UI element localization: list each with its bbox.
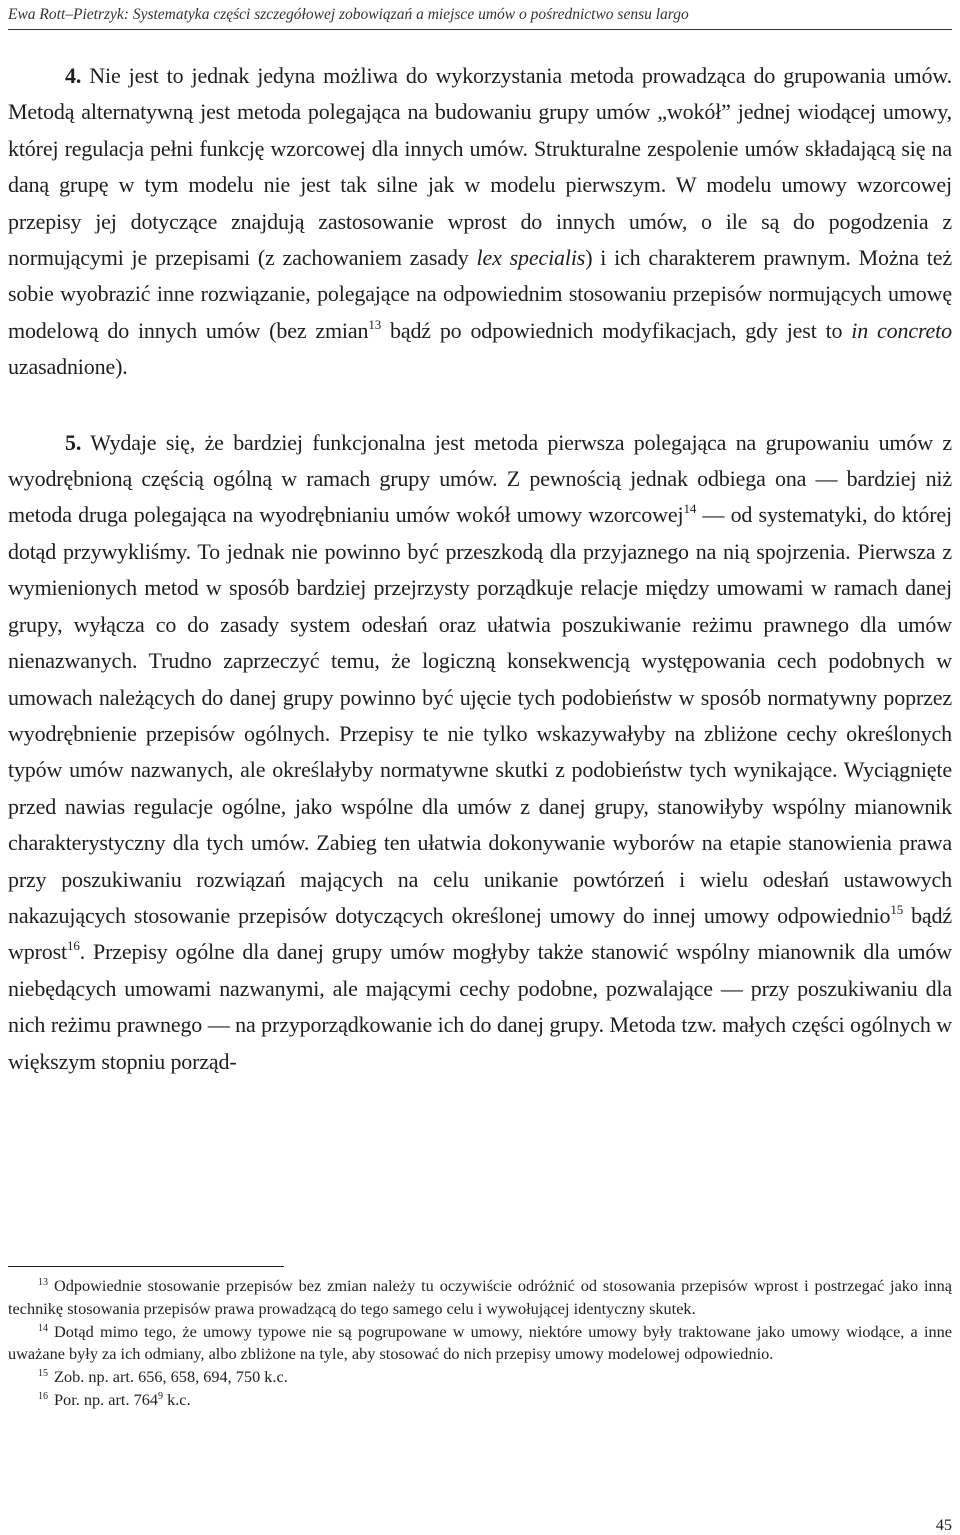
footnote-marker: 14	[38, 1322, 48, 1334]
text-run: Odpowiednie stosowanie przepisów bez zmian należy tu oczywiście odróżnić od stosowania przepisów wprost i postrzegać jako inną technikę stosowania przepisów prawa prowadzącą do tego samego celu i wywołującej identyczny skutek.	[8, 1276, 952, 1318]
page-number: 45	[935, 1515, 952, 1534]
text-run: Wydaje się, że bardziej funkcjonalna jest metoda pierwsza polegająca na grupowaniu umów z wyodrębnioną częścią ogólną w ramach grupy umów. Z pewnością jednak odbiega ona — bardziej niż metoda druga polegająca na wyodrębnianiu umów wokół umowy wzorcowej	[8, 429, 952, 528]
header-rule	[8, 29, 952, 30]
footnote-reference: 16	[67, 938, 80, 954]
text-run: Nie jest to jednak jedyna możliwa do wykorzystania metoda prowadząca do grupowania umów. Metodą alternatywną jest metoda polegająca na budowaniu grupy umów „wokół” jednej wiodącej umowy, której regulacja pełni funkcję wzorcowej dla innych umów. Strukturalne zespolenie umów składającą się na daną grupę w tym modelu nie jest tak silne jak w modelu pierwszym. W modelu umowy wzorcowej przepisy jej dotyczące znajdują zastosowanie wprost do innych umów, o ile są do pogodzenia z normującymi je przepisami (z zachowaniem zasady	[8, 63, 952, 271]
text-run: Zob. np. art. 656, 658, 694, 750 k.c.	[54, 1367, 288, 1387]
running-head: Ewa Rott–Pietrzyk: Systematyka części szczegółowej zobowiązań a miejsce umów o pośrednictwo sensu largo	[8, 6, 689, 23]
text-run: — od systematyki, do której dotąd przywykliśmy. To jednak nie powinno być przeszkodą dla przyjaznego na nią spojrzenia. Pierwsza z wymienionych metod w sposób bardziej przejrzysty porządkuje relacje między umowami w ramach danej grupy, wyłącza co do zasady system odesłań oraz ułatwia poszukiwanie reżimu prawnego dla umów nienazwanych. Trudno zaprzeczyć temu, że logiczną konsekwencją występowania cech podobnych w umowach należących do danej grupy powinno być ujęcie tych podobieństw w sposób normatywny poprzez wyodrębnienie przepisów ogólnych. Przepisy te nie tylko wskazywałyby na zbliżone cechy określonych typów umów nazwanych, ale określałyby normatywne skutki z podobieństw tych wynikające. Wyciągnięte przed nawias regulacje ogólne, jako wspólne dla umów z danej grupy, stanowiłyby wspólny mianownik charakterystyczny dla tych umów. Zabieg ten ułatwia dokonywanie wyborów na etapie stanowienia prawa przy poszukiwaniu rozwiązań mających na celu unikanie powtórzeń i wielu odesłań ustawowych nakazujących stosowanie przepisów dotyczących określonej umowy do innej umowy odpowiednio	[8, 502, 952, 928]
paragraph-text	[8, 430, 952, 1074]
paragraph-text	[8, 63, 952, 379]
footnote-rule	[8, 1266, 284, 1267]
footnote-text	[54, 1367, 288, 1386]
text-run: k.c.	[163, 1389, 191, 1409]
footnotes	[8, 1275, 952, 1412]
paragraph-4	[8, 58, 952, 386]
italic-text: lex specialis	[476, 245, 586, 271]
footnote-reference: 13	[368, 316, 382, 332]
footnote-marker: 13	[38, 1277, 48, 1288]
text-run: bądź wprost	[8, 902, 952, 965]
paragraph-5	[8, 425, 952, 1080]
footnote-text	[8, 1276, 952, 1318]
text-run: Por. np. art. 764	[54, 1389, 159, 1409]
italic-text: in concreto	[851, 317, 952, 343]
paragraph-number: 5.	[65, 429, 82, 455]
text-run: Dotąd mimo tego, że umowy typowe nie są pogrupowane w umowy, niektóre umowy były traktowane jako umowy wiodące, a inne uważane były za ich odmiany, albo zbliżone na tyle, aby stosować do nich przepisy umowy modelowej odpowiednio.	[8, 1321, 952, 1364]
footnote-15	[8, 1366, 952, 1389]
text-run: . Przepisy ogólne dla danej grupy umów mogłyby także stanowić wspólny mianownik dla umów niebędących umowami nazwanymi, ale mającymi cechy podobne, pozwalające — przy poszukiwaniu dla nich reżimu prawnego — na przyporządkowanie ich do danej grupy. Metoda tzw. małych części ogólnych w większym stopniu porząd-	[8, 939, 952, 1074]
paragraph-number: 4.	[65, 63, 82, 88]
text-run: uzasadnione).	[8, 354, 128, 380]
footnote-16	[8, 1389, 952, 1412]
text-run: ) i ich charakterem prawnym. Można też sobie wyobrazić inne rozwiązanie, polegające na odpowiednim stosowaniu przepisów normujących umowę modelową do innych umów (bez zmian	[8, 245, 952, 343]
footnote-reference: 14	[683, 501, 697, 517]
footnote-text	[8, 1322, 952, 1364]
footnote-14	[8, 1321, 952, 1367]
footnote-marker: 16	[38, 1390, 48, 1402]
text-run: bądź po odpowiednich modyfikacjach, gdy jest to	[381, 317, 852, 343]
footnote-text	[54, 1390, 191, 1409]
footnote-13	[8, 1275, 952, 1321]
footnote-marker: 15	[38, 1368, 48, 1380]
main-text	[8, 58, 952, 1080]
footnote-reference: 15	[890, 901, 904, 917]
footnote-reference: 9	[158, 1390, 164, 1402]
